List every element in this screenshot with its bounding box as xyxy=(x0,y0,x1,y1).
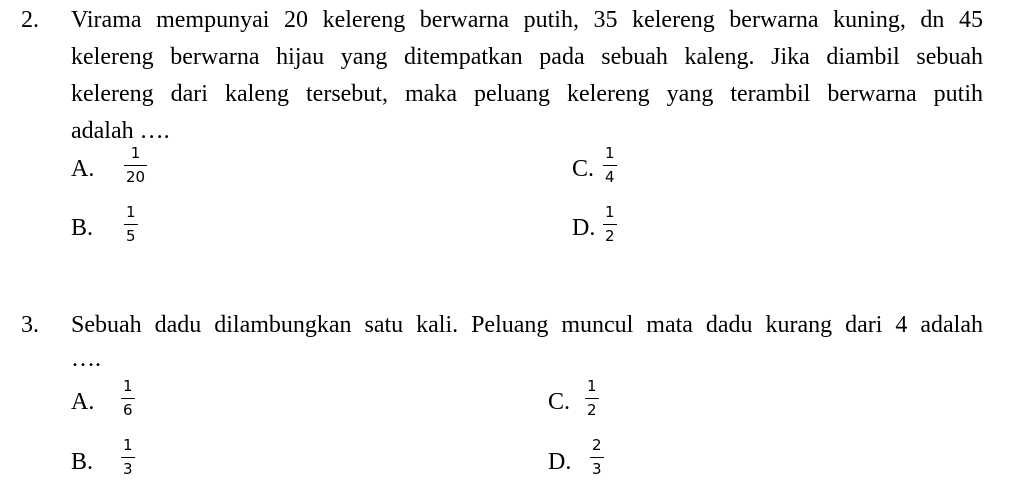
question-text-line: kelereng dari kaleng tersebut, maka peluang kelereng yang terambil berwarna putih xyxy=(71,81,983,107)
fraction xyxy=(124,204,138,244)
question-text-line: …. xyxy=(71,346,101,372)
fraction-numerator: 1 xyxy=(126,203,136,221)
fraction-denominator: 4 xyxy=(605,168,615,186)
fraction-denominator: 3 xyxy=(123,460,133,478)
fraction xyxy=(603,204,617,244)
fraction-numerator: 1 xyxy=(605,144,615,162)
fraction xyxy=(124,145,147,185)
option-letter: D. xyxy=(572,215,596,241)
option-letter: B. xyxy=(71,215,94,241)
question-text-line: kelereng berwarna hijau yang ditempatkan pada sebuah kaleng. Jika diambil sebuah xyxy=(71,44,983,70)
fraction-bar xyxy=(124,224,138,225)
fraction-bar xyxy=(585,398,599,399)
fraction-numerator: 1 xyxy=(123,436,133,454)
fraction xyxy=(590,437,604,477)
fraction-denominator: 20 xyxy=(126,168,146,186)
option-letter: B. xyxy=(71,449,94,475)
option-letter: D. xyxy=(548,449,572,475)
question-text-line: adalah …. xyxy=(71,118,170,144)
option-letter: C. xyxy=(572,156,595,182)
fraction-denominator: 3 xyxy=(592,460,602,478)
fraction-bar xyxy=(590,457,604,458)
option-letter: A. xyxy=(71,156,95,182)
fraction-denominator: 2 xyxy=(587,401,597,419)
question-text-line: Sebuah dadu dilambungkan satu kali. Peluang muncul mata dadu kurang dari 4 adalah xyxy=(71,312,983,338)
fraction-numerator: 1 xyxy=(130,144,141,162)
fraction-denominator: 5 xyxy=(126,227,136,245)
fraction xyxy=(603,145,617,185)
fraction-bar xyxy=(603,224,617,225)
fraction-numerator: 2 xyxy=(592,436,602,454)
fraction-bar xyxy=(121,398,135,399)
option-letter: C. xyxy=(548,389,571,415)
question-text-line: Virama mempunyai 20 kelereng berwarna putih, 35 kelereng berwarna kuning, dn 45 xyxy=(71,7,983,33)
fraction-denominator: 2 xyxy=(605,227,615,245)
fraction-bar xyxy=(603,165,617,166)
fraction xyxy=(121,378,135,418)
fraction-bar xyxy=(121,457,135,458)
fraction-bar xyxy=(124,165,147,166)
fraction-denominator: 6 xyxy=(123,401,133,419)
fraction xyxy=(585,378,599,418)
fraction-numerator: 1 xyxy=(123,377,133,395)
fraction-numerator: 1 xyxy=(605,203,615,221)
fraction-numerator: 1 xyxy=(587,377,597,395)
question-number: 3. xyxy=(21,312,39,338)
fraction xyxy=(121,437,135,477)
question-number: 2. xyxy=(21,7,39,33)
option-letter: A. xyxy=(71,389,95,415)
